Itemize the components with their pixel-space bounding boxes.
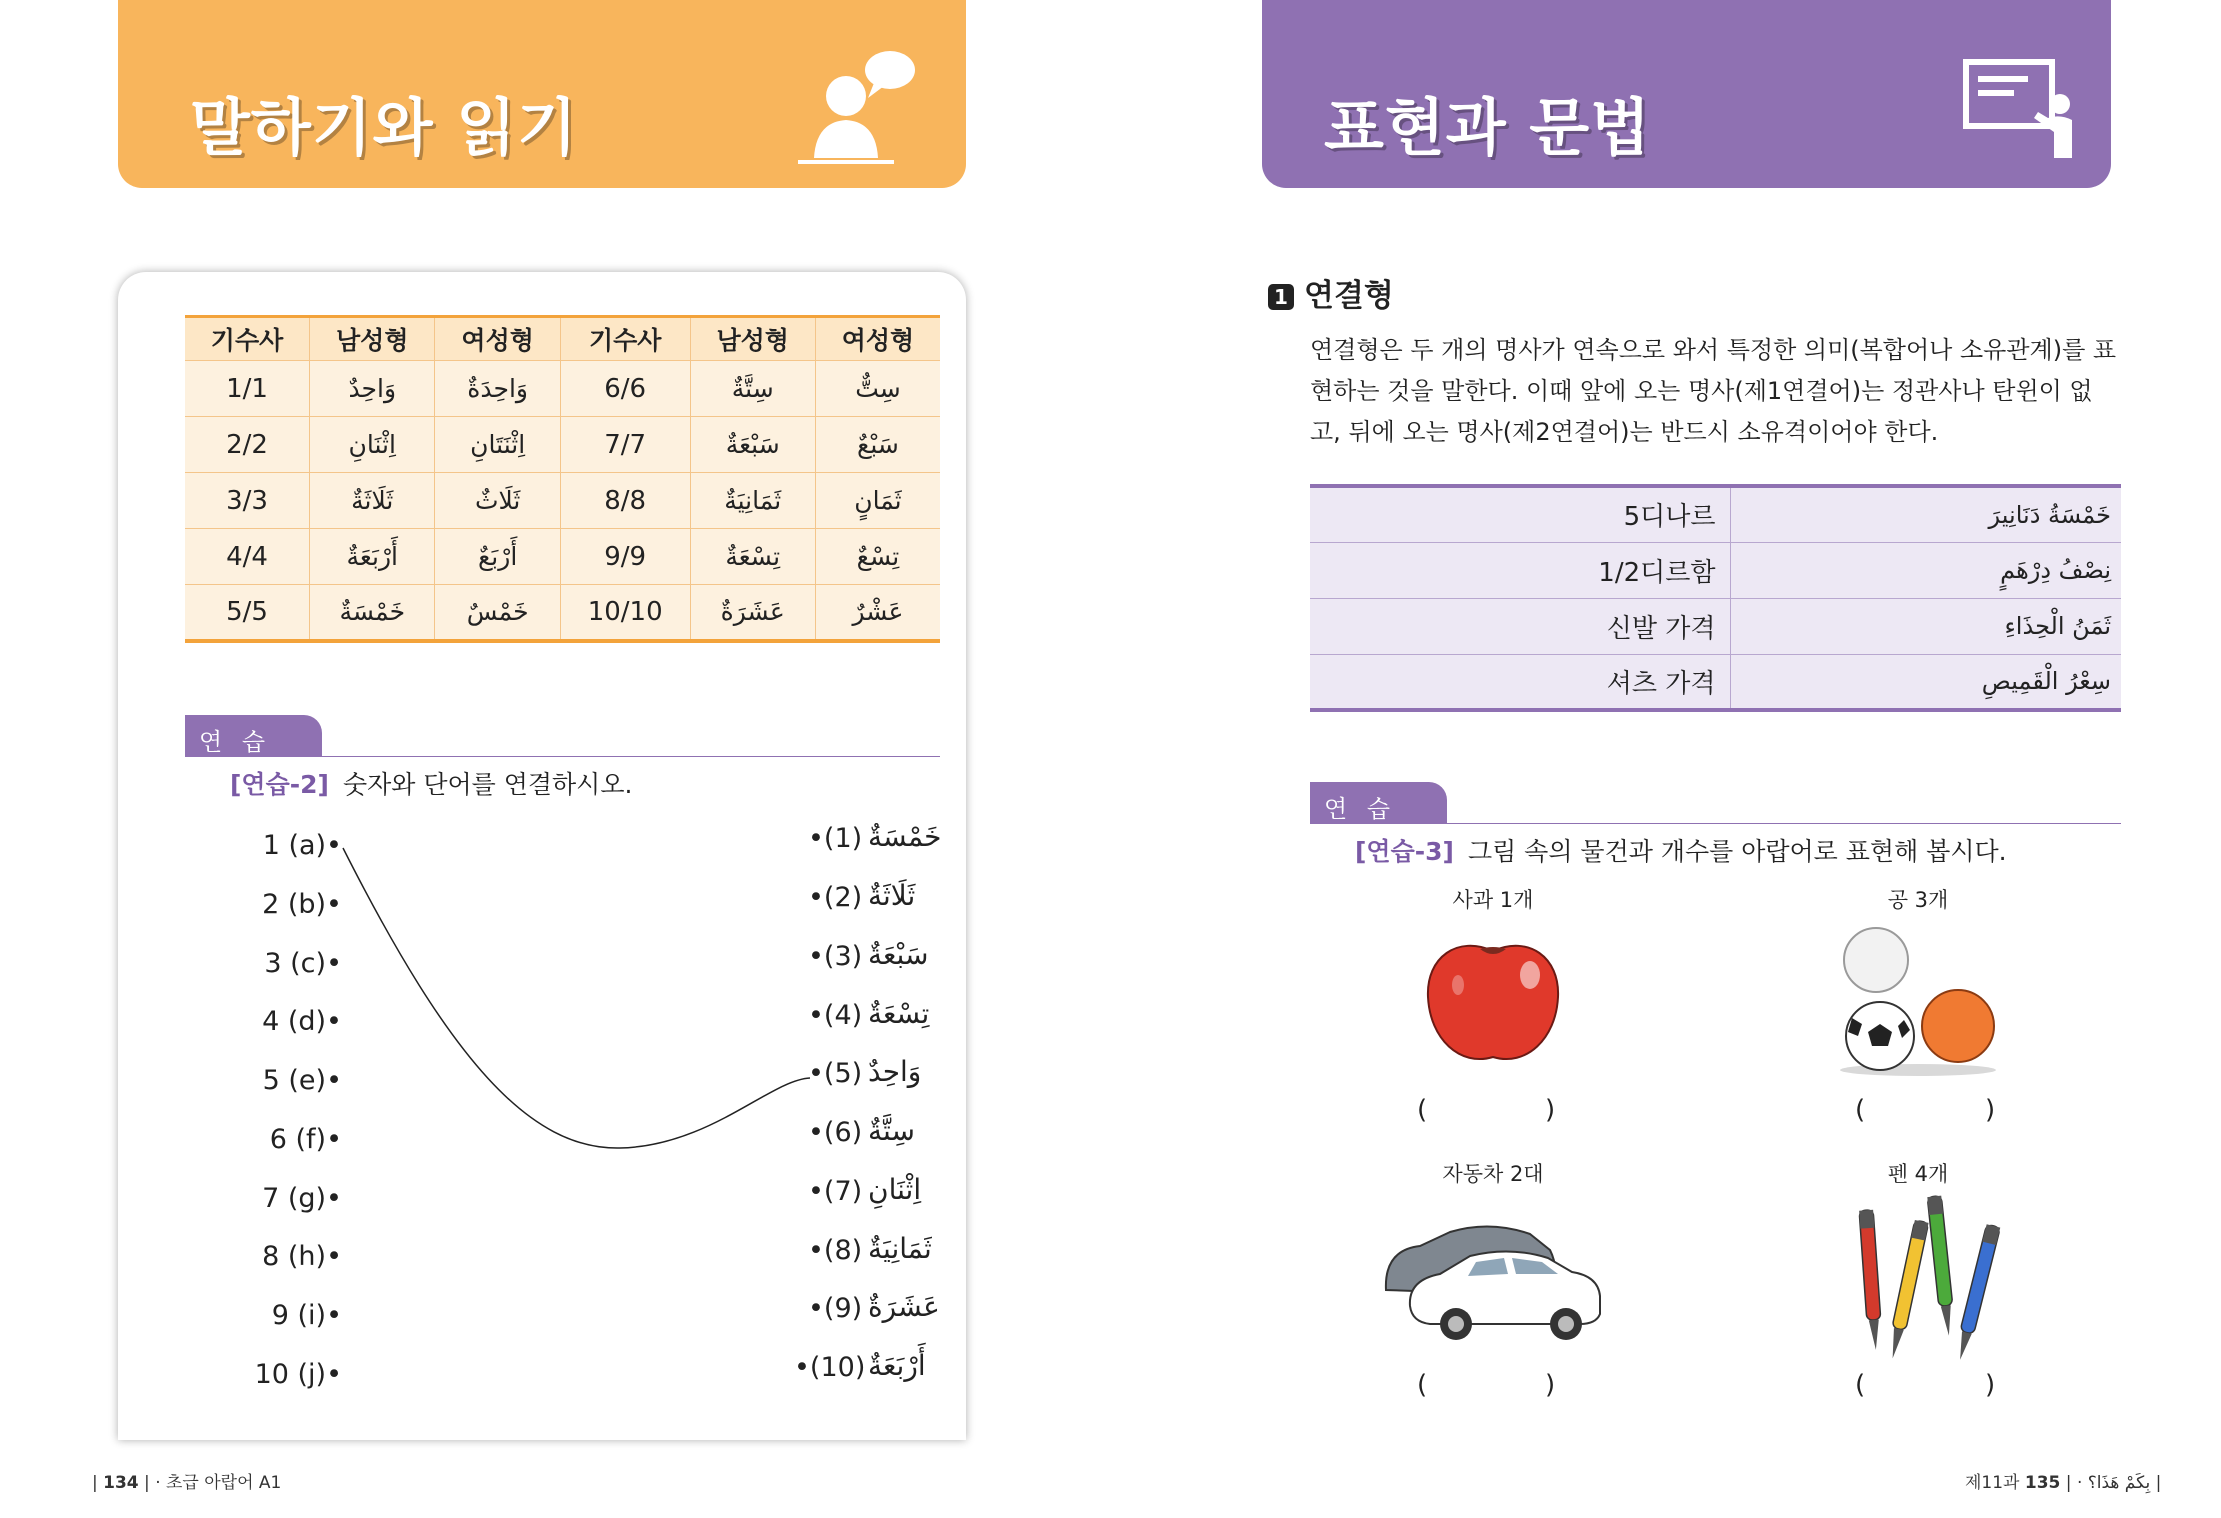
answer-paren-close: ) — [1545, 1370, 1556, 1400]
answer-paren-close: ) — [1985, 1095, 1996, 1125]
left-banner-title: 말하기와 읽기 — [190, 91, 578, 164]
practice-tab-left: 연 습 — [185, 715, 322, 757]
match-left-item[interactable]: 4 (d)• — [262, 1006, 342, 1037]
table-cell: اِثْنَتَانِ — [435, 417, 560, 473]
table-cell: 2/2 — [185, 417, 310, 473]
table-row — [1310, 654, 2121, 710]
construct-state-table — [1310, 484, 2121, 712]
section-heading — [1268, 270, 1394, 315]
table-header: 기수사 — [185, 317, 310, 361]
table-cell: 신발 가격 — [1310, 598, 1730, 654]
match-right-word: وَاحِدٌ — [868, 1055, 922, 1088]
table-cell: اِثْنَانِ — [310, 417, 435, 473]
table-cell: 3/3 — [185, 473, 310, 529]
footer-right-sep: | — [2065, 1473, 2072, 1493]
table-cell: ثَمَنُ الْحِذَاءِ — [1730, 598, 2121, 654]
answer-paren-open: ( — [1855, 1095, 1866, 1125]
answer-paren-close: ) — [1545, 1095, 1556, 1125]
balls-icon — [1818, 920, 2008, 1080]
table-cell: ثَمَانٍ — [815, 473, 940, 529]
table-cell: وَاحِدٌ — [310, 361, 435, 417]
table-cell: 셔츠 가격 — [1310, 654, 1730, 710]
section-paragraph: 연결형은 두 개의 명사가 연속으로 와서 특정한 의미(복합어나 소유관계)를 표현하는 것을 말한다. 이때 앞에 오는 명사(제1연결어)는 정관사나 탄윈이 없고, 뒤에 오는 명사(제2연결어)는 반드시 소유격이어야 한다. — [1310, 336, 2117, 446]
table-cell: 1/1 — [185, 361, 310, 417]
match-left-item[interactable]: 9 (i)• — [271, 1300, 342, 1331]
table-cell: 6/6 — [560, 361, 690, 417]
match-right-word: ثَمَانِيَةٌ — [868, 1232, 932, 1265]
match-right-number[interactable]: •(10) — [794, 1352, 866, 1383]
table-row — [1310, 598, 2121, 654]
table-cell: 5디나르 — [1310, 486, 1730, 542]
match-right-word: تِسْعَةٌ — [868, 997, 930, 1030]
match-right-word: عَشَرَةٌ — [868, 1290, 940, 1323]
table-header: 기수사 — [560, 317, 690, 361]
match-right-number[interactable]: •(6) — [808, 1117, 863, 1148]
match-right-word: خَمْسَةٌ — [868, 820, 942, 853]
table-row — [1310, 542, 2121, 598]
match-right-word: سِتَّةٌ — [868, 1114, 915, 1147]
apple-icon — [1418, 935, 1568, 1071]
match-right-word: ثَلَاثَةٌ — [868, 879, 916, 912]
practice-3-instruction: 그림 속의 물건과 개수를 아랍어로 표현해 봅시다. — [1467, 837, 2007, 866]
presenter-board-icon — [1962, 58, 2082, 162]
match-left-item[interactable]: 8 (h)• — [262, 1241, 342, 1272]
answer-paren-open: ( — [1417, 1095, 1428, 1125]
picture-label-pens: 펜 4개 — [1887, 1162, 1949, 1186]
footer-right-page-number: 135 — [2024, 1473, 2061, 1493]
practice-tab-right: 연 습 — [1310, 782, 1447, 824]
practice-3-tag: [연습-3] — [1355, 837, 1454, 866]
section-number-badge: 1 — [1268, 284, 1294, 310]
right-banner — [1262, 0, 2111, 188]
table-row — [185, 529, 940, 585]
right-banner-title: 표현과 문법 — [1324, 91, 1652, 164]
match-right-number[interactable]: •(1) — [808, 823, 863, 854]
table-cell: سَبْعٌ — [815, 417, 940, 473]
table-header: 남성형 — [310, 317, 435, 361]
picture-label-balls: 공 3개 — [1887, 888, 1949, 912]
table-cell: ثَلَاثَةٌ — [310, 473, 435, 529]
footer-left-sep: | — [144, 1473, 150, 1493]
match-left-item[interactable]: 1 (a)• — [262, 830, 342, 861]
cars-icon — [1380, 1210, 1610, 1350]
table-cell: ثَمَانِيَةٌ — [690, 473, 815, 529]
table-cell: 10/10 — [560, 585, 690, 641]
footer-right — [1965, 1468, 2161, 1493]
match-right-number[interactable]: •(7) — [808, 1176, 863, 1207]
match-left-item[interactable]: 5 (e)• — [262, 1065, 342, 1096]
match-right-number[interactable]: •(4) — [808, 1000, 863, 1031]
table-cell: 8/8 — [560, 473, 690, 529]
left-banner — [118, 0, 966, 188]
practice-2-instruction: 숫자와 단어를 연결하시오. — [342, 770, 633, 799]
table-cell: أَرْبَعَةٌ — [310, 529, 435, 585]
table-cell: سَبْعَةٌ — [690, 417, 815, 473]
match-left-item[interactable]: 10 (j)• — [254, 1359, 342, 1390]
table-cell: أَرْبَعٌ — [435, 529, 560, 585]
speaking-person-icon — [798, 50, 928, 168]
answer-paren-open: ( — [1417, 1370, 1428, 1400]
table-cell: سِتٌّ — [815, 361, 940, 417]
table-row — [185, 473, 940, 529]
table-cell: خَمْسَةٌ — [310, 585, 435, 641]
table-cell: سِتَّةٌ — [690, 361, 815, 417]
table-row — [1310, 486, 2121, 542]
table-cell: 5/5 — [185, 585, 310, 641]
footer-left — [92, 1468, 281, 1493]
table-cell: ثَلَاثٌ — [435, 473, 560, 529]
picture-label-cars: 자동차 2대 — [1442, 1162, 1544, 1186]
table-header: 남성형 — [690, 317, 815, 361]
pens-icon — [1850, 1190, 2010, 1365]
answer-paren-open: ( — [1855, 1370, 1866, 1400]
table-header-row — [185, 317, 940, 361]
table-cell: خَمْسَةُ دَنَانِيرَ — [1730, 486, 2121, 542]
footer-book-title: · 초급 아랍어 A1 — [155, 1473, 282, 1493]
footer-left-page-number: 134 — [103, 1473, 139, 1493]
table-row — [185, 585, 940, 641]
match-right-number[interactable]: •(8) — [808, 1235, 863, 1266]
table-cell: 1/2디르함 — [1310, 542, 1730, 598]
match-right-number[interactable]: •(2) — [808, 882, 863, 913]
match-right-number[interactable]: •(5) — [808, 1058, 863, 1089]
table-cell: وَاحِدَةٌ — [435, 361, 560, 417]
match-right-number[interactable]: •(3) — [808, 941, 863, 972]
match-connector-line — [330, 840, 830, 1160]
table-cell: سِعْرُ الْقَمِيصِ — [1730, 654, 2121, 710]
cardinal-number-table — [185, 315, 940, 643]
match-left-item[interactable]: 7 (g)• — [262, 1183, 342, 1214]
practice-2-tag: [연습-2] — [230, 770, 329, 799]
table-cell: تِسْعٌ — [815, 529, 940, 585]
match-left-item[interactable]: 3 (c)• — [264, 948, 342, 979]
picture-label-apple: 사과 1개 — [1452, 888, 1534, 912]
table-cell: 9/9 — [560, 529, 690, 585]
match-right-word: سَبْعَةٌ — [868, 938, 929, 971]
table-header: 여성형 — [435, 317, 560, 361]
match-left-item[interactable]: 6 (f)• — [269, 1124, 342, 1155]
table-header: 여성형 — [815, 317, 940, 361]
match-right-number[interactable]: •(9) — [808, 1293, 863, 1324]
table-row — [185, 361, 940, 417]
table-cell: تِسْعَةٌ — [690, 529, 815, 585]
match-right-word: أَرْبَعَةٌ — [868, 1349, 926, 1382]
practice-2-title — [230, 765, 632, 801]
table-row — [185, 417, 940, 473]
section-title: 연결형 — [1304, 278, 1394, 314]
practice-divider-right — [1447, 823, 2121, 824]
table-cell: 4/4 — [185, 529, 310, 585]
practice-3-title — [1355, 832, 2007, 868]
footer-chapter: 제11과 بِكَمْ هَذَا؟ · — [1965, 1473, 2151, 1493]
answer-paren-close: ) — [1985, 1370, 1996, 1400]
footer-right-sep: | — [2155, 1473, 2162, 1493]
table-cell: عَشْرٌ — [815, 585, 940, 641]
table-cell: نِصْفُ دِرْهَمٍ — [1730, 542, 2121, 598]
match-left-item[interactable]: 2 (b)• — [262, 889, 342, 920]
match-right-word: اِثْنَانِ — [868, 1173, 922, 1206]
practice-divider-left — [322, 756, 940, 757]
table-cell: 7/7 — [560, 417, 690, 473]
table-cell: خَمْسٌ — [435, 585, 560, 641]
table-cell: عَشَرَةٌ — [690, 585, 815, 641]
footer-left-sep: | — [92, 1473, 98, 1493]
